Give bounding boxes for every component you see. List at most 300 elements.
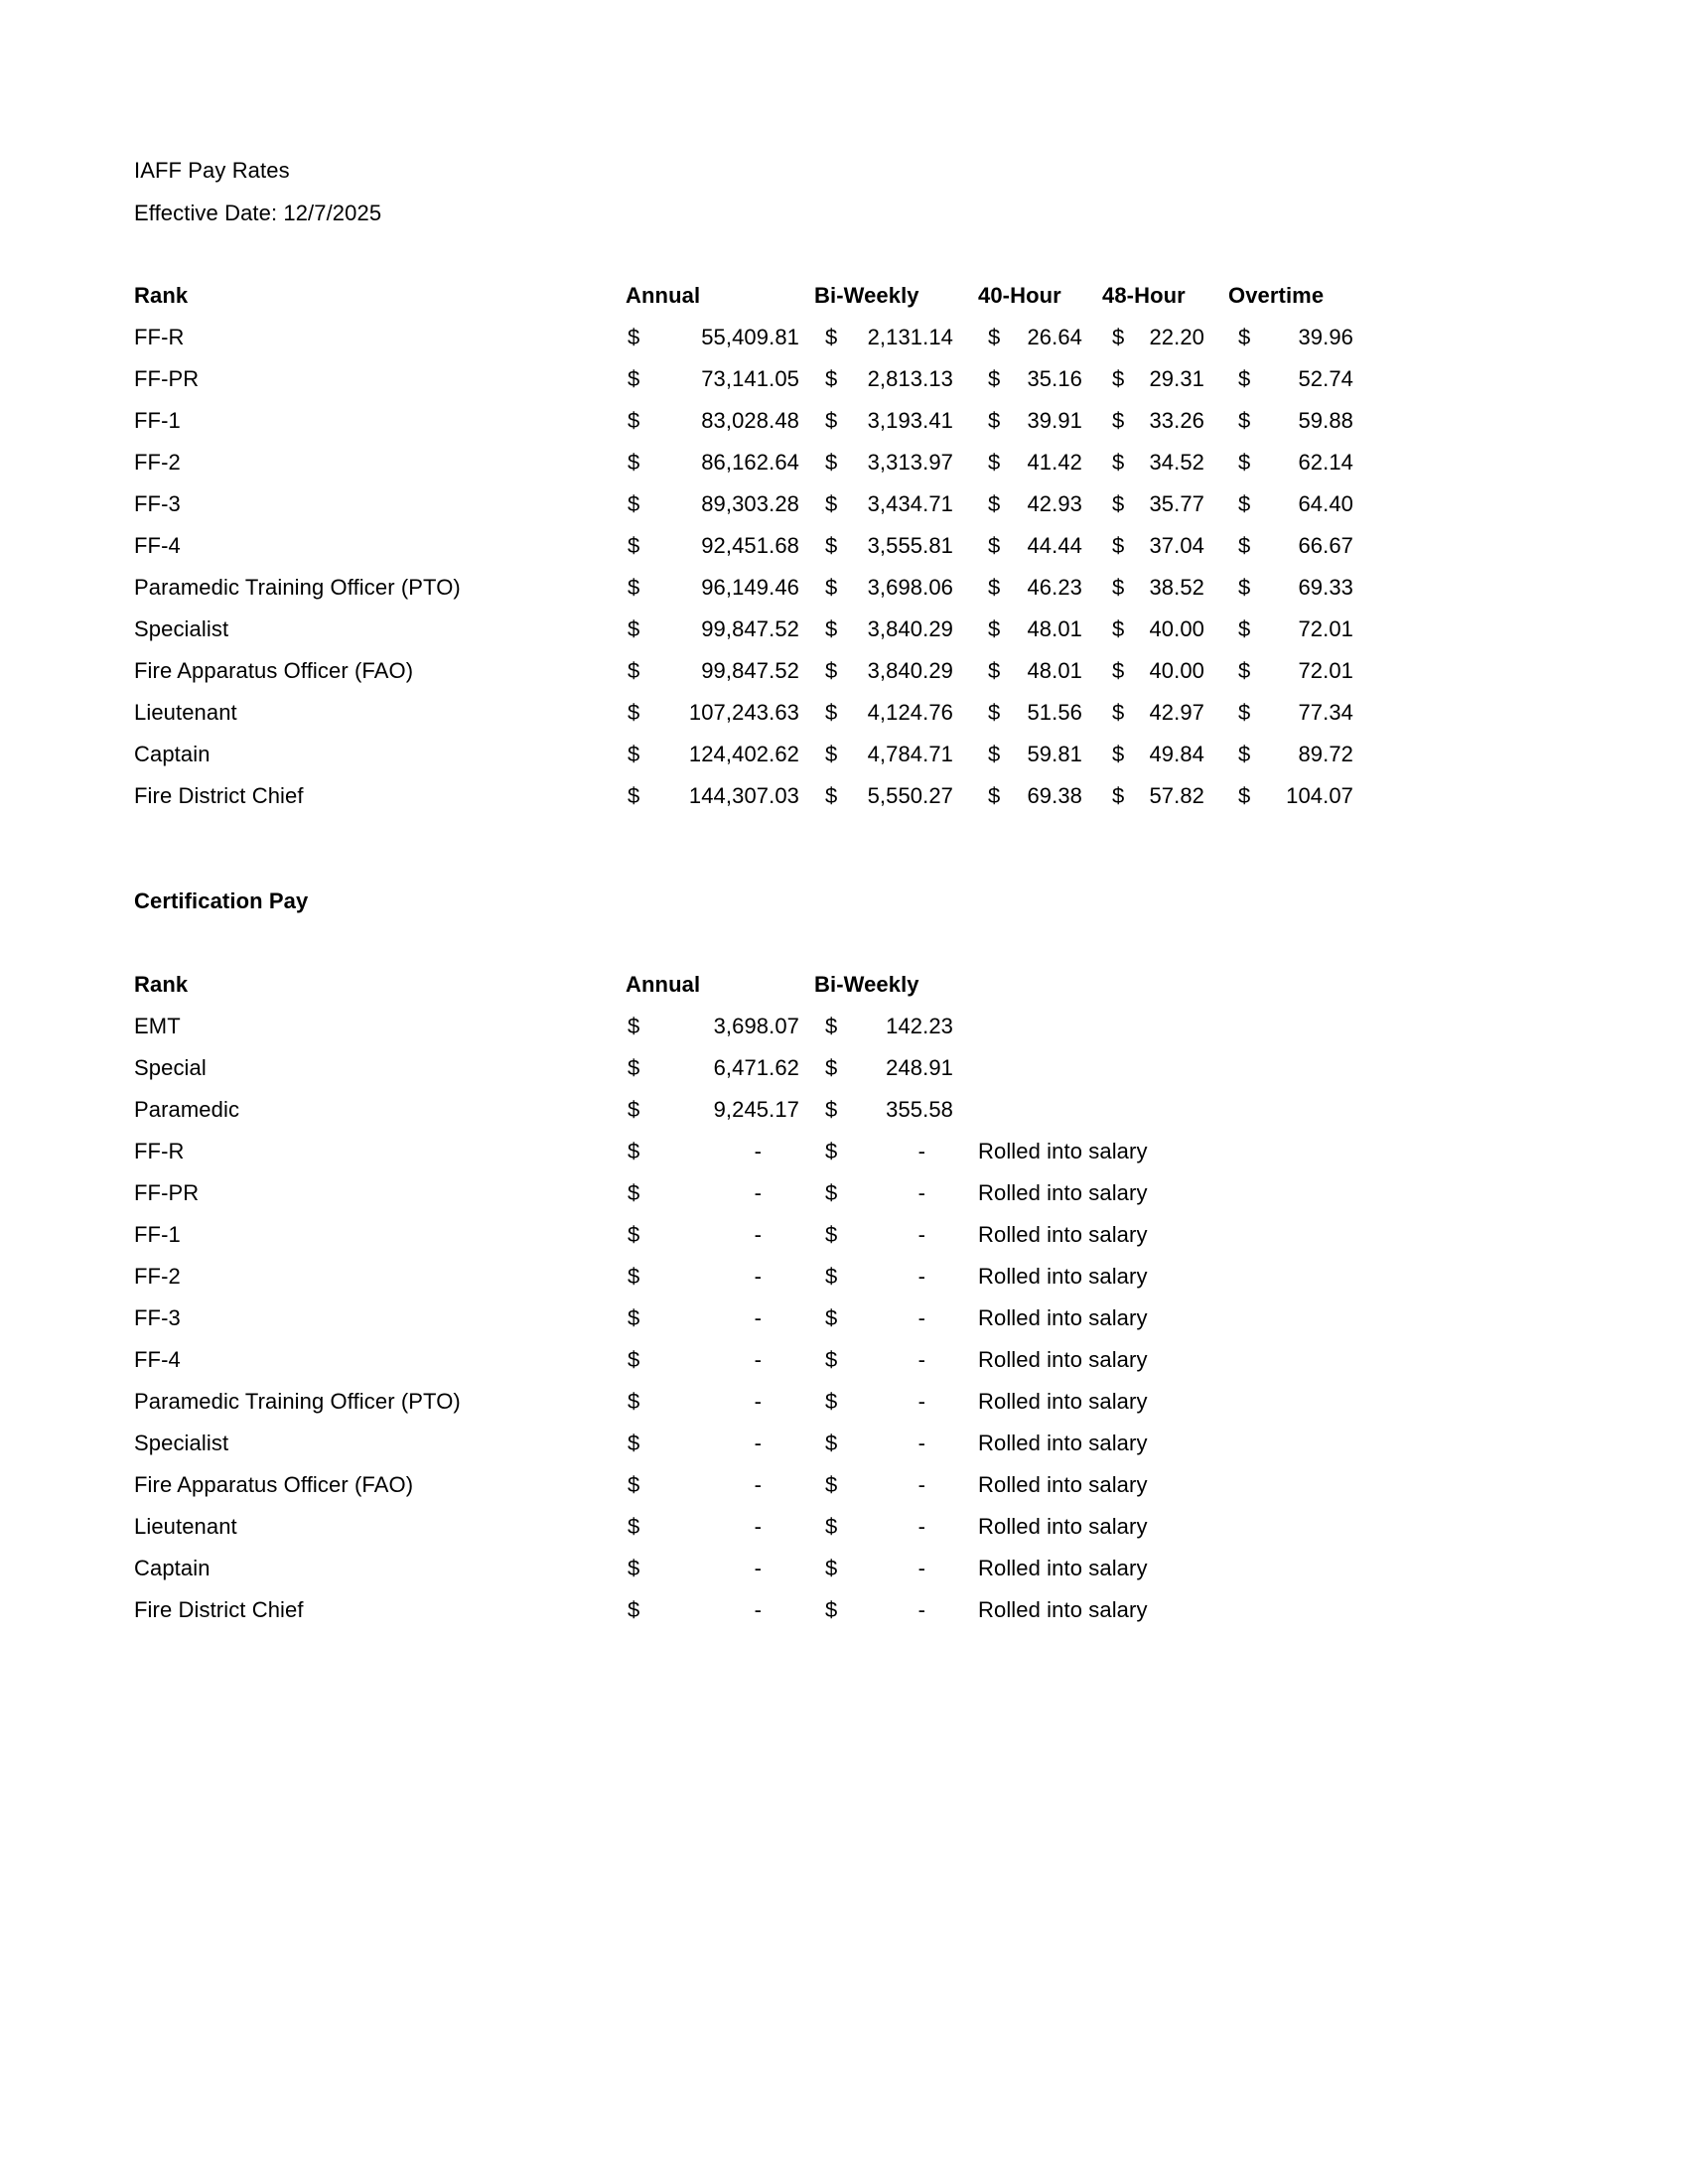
certification-table-row [134, 1339, 1306, 1381]
dollar-sign: $ [825, 1514, 838, 1539]
48-hour-value: 57.82 [1149, 783, 1204, 808]
48-hour-cell [1102, 358, 1228, 400]
annual-value: 55,409.81 [701, 325, 799, 349]
certification-table-row [134, 1506, 1306, 1548]
biweekly-value: 4,124.76 [867, 700, 953, 725]
dollar-sign: $ [628, 658, 640, 683]
annual-value: 73,141.05 [701, 366, 799, 391]
40-hour-cell [978, 525, 1102, 567]
annual-cell [626, 317, 814, 358]
note-cell: Rolled into salary [978, 1597, 1148, 1622]
biweekly-cell [814, 1256, 978, 1297]
certification-table-row [134, 1006, 1306, 1047]
overtime-value: 62.14 [1298, 450, 1353, 475]
40-hour-cell [978, 358, 1102, 400]
certification-table-header-row [134, 964, 1306, 1006]
pay-table-body [134, 317, 1360, 817]
overtime-value: 89.72 [1298, 742, 1353, 766]
annual-cell [626, 567, 814, 609]
certification-table-row [134, 1464, 1306, 1506]
document-header [134, 149, 381, 234]
rank-cell: FF-4 [134, 1347, 181, 1372]
48-hour-cell [1102, 609, 1228, 650]
overtime-value: 77.34 [1298, 700, 1353, 725]
dollar-sign: $ [825, 742, 838, 766]
40-hour-value: 42.93 [1027, 491, 1082, 516]
biweekly-cell [814, 734, 978, 775]
pay-table-row [134, 775, 1360, 817]
biweekly-cell [814, 692, 978, 734]
note-cell: Rolled into salary [978, 1431, 1148, 1455]
rank-cell: Fire District Chief [134, 1597, 304, 1622]
dollar-sign: $ [628, 1305, 640, 1330]
dollar-sign: $ [1112, 575, 1125, 600]
annual-value: - [754, 1597, 762, 1622]
overtime-cell [1228, 317, 1360, 358]
rank-cell: FF-R [134, 1139, 185, 1163]
header-annual: Annual [626, 972, 701, 997]
pay-table-row [134, 317, 1360, 358]
biweekly-cell [814, 1131, 978, 1172]
annual-value: 86,162.64 [701, 450, 799, 475]
overtime-value: 64.40 [1298, 491, 1353, 516]
header-rank: Rank [134, 972, 189, 997]
48-hour-cell [1102, 525, 1228, 567]
48-hour-value: 49.84 [1149, 742, 1204, 766]
certification-table-row [134, 1297, 1306, 1339]
note-cell: Rolled into salary [978, 1514, 1148, 1539]
dollar-sign: $ [825, 1055, 838, 1080]
dollar-sign: $ [988, 450, 1001, 475]
48-hour-value: 40.00 [1149, 616, 1204, 641]
dollar-sign: $ [825, 1431, 838, 1455]
biweekly-value: 4,784.71 [867, 742, 953, 766]
annual-value: 144,307.03 [688, 783, 799, 808]
biweekly-value: 3,555.81 [867, 533, 953, 558]
overtime-value: 66.67 [1298, 533, 1353, 558]
certification-pay-table [134, 964, 1306, 1631]
rank-cell: Fire Apparatus Officer (FAO) [134, 1472, 414, 1497]
40-hour-cell [978, 775, 1102, 817]
48-hour-cell [1102, 775, 1228, 817]
biweekly-value: - [917, 1264, 925, 1289]
48-hour-cell [1102, 567, 1228, 609]
biweekly-cell [814, 400, 978, 442]
40-hour-value: 44.44 [1027, 533, 1082, 558]
annual-cell [626, 358, 814, 400]
annual-value: 83,028.48 [701, 408, 799, 433]
overtime-cell [1228, 567, 1360, 609]
overtime-cell [1228, 442, 1360, 483]
annual-cell [626, 609, 814, 650]
biweekly-value: 3,313.97 [867, 450, 953, 475]
header-biweekly: Bi-Weekly [814, 283, 919, 308]
biweekly-value: 2,813.13 [867, 366, 953, 391]
dollar-sign: $ [628, 1139, 640, 1163]
dollar-sign: $ [825, 1556, 838, 1580]
annual-cell [626, 400, 814, 442]
dollar-sign: $ [988, 700, 1001, 725]
dollar-sign: $ [1238, 325, 1251, 349]
dollar-sign: $ [628, 1556, 640, 1580]
48-hour-value: 38.52 [1149, 575, 1204, 600]
rank-cell: Paramedic [134, 1097, 240, 1122]
dollar-sign: $ [628, 1014, 640, 1038]
40-hour-cell [978, 567, 1102, 609]
dollar-sign: $ [988, 366, 1001, 391]
annual-value: 96,149.46 [701, 575, 799, 600]
annual-value: 9,245.17 [713, 1097, 799, 1122]
annual-cell [626, 1339, 814, 1381]
dollar-sign: $ [825, 408, 838, 433]
dollar-sign: $ [1112, 616, 1125, 641]
dollar-sign: $ [628, 1347, 640, 1372]
biweekly-value: 3,840.29 [867, 616, 953, 641]
40-hour-value: 48.01 [1027, 616, 1082, 641]
annual-value: - [754, 1431, 762, 1455]
header-annual: Annual [626, 283, 701, 308]
rank-cell: Lieutenant [134, 1514, 237, 1539]
40-hour-value: 41.42 [1027, 450, 1082, 475]
48-hour-value: 29.31 [1149, 366, 1204, 391]
rank-cell: FF-3 [134, 491, 181, 516]
dollar-sign: $ [825, 616, 838, 641]
certification-table-row [134, 1256, 1306, 1297]
dollar-sign: $ [628, 783, 640, 808]
annual-value: - [754, 1556, 762, 1580]
pay-table-row [134, 483, 1360, 525]
annual-cell [626, 1047, 814, 1089]
page-title: IAFF Pay Rates [134, 158, 290, 183]
biweekly-value: 3,434.71 [867, 491, 953, 516]
overtime-cell [1228, 400, 1360, 442]
biweekly-cell [814, 650, 978, 692]
dollar-sign: $ [1112, 533, 1125, 558]
biweekly-value: - [917, 1305, 925, 1330]
pay-table-row [134, 692, 1360, 734]
annual-value: 99,847.52 [701, 658, 799, 683]
dollar-sign: $ [988, 533, 1001, 558]
certification-table-row [134, 1172, 1306, 1214]
dollar-sign: $ [628, 616, 640, 641]
40-hour-value: 69.38 [1027, 783, 1082, 808]
dollar-sign: $ [1112, 700, 1125, 725]
biweekly-cell [814, 1464, 978, 1506]
rank-cell: FF-R [134, 325, 185, 349]
pay-table-row [134, 358, 1360, 400]
rank-cell: FF-1 [134, 408, 181, 433]
dollar-sign: $ [825, 450, 838, 475]
biweekly-value: - [917, 1222, 925, 1247]
dollar-sign: $ [628, 325, 640, 349]
dollar-sign: $ [1238, 408, 1251, 433]
biweekly-value: - [917, 1597, 925, 1622]
biweekly-value: 142.23 [886, 1014, 953, 1038]
48-hour-cell [1102, 734, 1228, 775]
pay-table-row [134, 525, 1360, 567]
biweekly-value: 5,550.27 [867, 783, 953, 808]
dollar-sign: $ [1238, 700, 1251, 725]
dollar-sign: $ [825, 366, 838, 391]
40-hour-value: 51.56 [1027, 700, 1082, 725]
rank-cell: FF-2 [134, 450, 181, 475]
rank-cell: FF-2 [134, 1264, 181, 1289]
dollar-sign: $ [1238, 658, 1251, 683]
header-rank: Rank [134, 283, 189, 308]
48-hour-value: 37.04 [1149, 533, 1204, 558]
pay-table-row [134, 650, 1360, 692]
overtime-cell [1228, 483, 1360, 525]
48-hour-cell [1102, 400, 1228, 442]
48-hour-value: 33.26 [1149, 408, 1204, 433]
rank-cell: FF-4 [134, 533, 181, 558]
header-overtime: Overtime [1228, 283, 1325, 308]
dollar-sign: $ [988, 408, 1001, 433]
biweekly-value: - [917, 1389, 925, 1414]
dollar-sign: $ [1238, 533, 1251, 558]
48-hour-value: 42.97 [1149, 700, 1204, 725]
dollar-sign: $ [1112, 783, 1125, 808]
dollar-sign: $ [628, 1097, 640, 1122]
annual-cell [626, 1089, 814, 1131]
annual-cell [626, 1589, 814, 1631]
48-hour-cell [1102, 317, 1228, 358]
dollar-sign: $ [628, 1180, 640, 1205]
rank-cell: Specialist [134, 616, 229, 641]
biweekly-cell [814, 317, 978, 358]
certification-table-row [134, 1381, 1306, 1423]
annual-value: - [754, 1472, 762, 1497]
biweekly-cell [814, 1214, 978, 1256]
40-hour-cell [978, 650, 1102, 692]
annual-value: 124,402.62 [688, 742, 799, 766]
annual-cell [626, 650, 814, 692]
48-hour-value: 35.77 [1149, 491, 1204, 516]
dollar-sign: $ [628, 742, 640, 766]
overtime-cell [1228, 775, 1360, 817]
dollar-sign: $ [825, 1305, 838, 1330]
biweekly-value: - [917, 1472, 925, 1497]
certification-table-body [134, 1006, 1306, 1631]
annual-cell [626, 692, 814, 734]
40-hour-value: 26.64 [1027, 325, 1082, 349]
pay-table-header-row [134, 275, 1360, 317]
annual-cell [626, 1297, 814, 1339]
dollar-sign: $ [988, 616, 1001, 641]
overtime-cell [1228, 650, 1360, 692]
pay-table-row [134, 400, 1360, 442]
biweekly-cell [814, 1172, 978, 1214]
annual-value: - [754, 1180, 762, 1205]
40-hour-cell [978, 442, 1102, 483]
dollar-sign: $ [628, 1389, 640, 1414]
note-cell: Rolled into salary [978, 1556, 1148, 1580]
biweekly-value: 3,193.41 [867, 408, 953, 433]
biweekly-cell [814, 1006, 978, 1047]
biweekly-cell [814, 358, 978, 400]
dollar-sign: $ [1112, 742, 1125, 766]
header-48-hour: 48-Hour [1102, 283, 1186, 308]
note-cell: Rolled into salary [978, 1347, 1148, 1372]
dollar-sign: $ [1238, 366, 1251, 391]
rank-cell: FF-1 [134, 1222, 181, 1247]
note-cell: Rolled into salary [978, 1222, 1148, 1247]
overtime-value: 59.88 [1298, 408, 1353, 433]
annual-cell [626, 483, 814, 525]
biweekly-cell [814, 1548, 978, 1589]
40-hour-value: 48.01 [1027, 658, 1082, 683]
annual-cell [626, 1131, 814, 1172]
note-cell: Rolled into salary [978, 1389, 1148, 1414]
biweekly-cell [814, 1047, 978, 1089]
certification-table-row [134, 1131, 1306, 1172]
annual-value: 6,471.62 [713, 1055, 799, 1080]
annual-value: - [754, 1139, 762, 1163]
biweekly-value: - [917, 1347, 925, 1372]
pay-table-row [134, 609, 1360, 650]
note-cell: Rolled into salary [978, 1472, 1148, 1497]
annual-cell [626, 525, 814, 567]
biweekly-value: 3,840.29 [867, 658, 953, 683]
rank-cell: Fire District Chief [134, 783, 304, 808]
rank-cell: Specialist [134, 1431, 229, 1455]
48-hour-value: 22.20 [1149, 325, 1204, 349]
annual-cell [626, 1006, 814, 1047]
dollar-sign: $ [825, 325, 838, 349]
overtime-cell [1228, 609, 1360, 650]
annual-value: - [754, 1514, 762, 1539]
annual-value: - [754, 1305, 762, 1330]
dollar-sign: $ [825, 1097, 838, 1122]
annual-value: - [754, 1347, 762, 1372]
pay-table-row [134, 567, 1360, 609]
dollar-sign: $ [825, 783, 838, 808]
certification-table-row [134, 1423, 1306, 1464]
dollar-sign: $ [825, 1264, 838, 1289]
40-hour-value: 39.91 [1027, 408, 1082, 433]
rank-cell: Captain [134, 742, 211, 766]
biweekly-cell [814, 1423, 978, 1464]
dollar-sign: $ [628, 450, 640, 475]
dollar-sign: $ [628, 1431, 640, 1455]
rank-cell: Lieutenant [134, 700, 237, 725]
rank-cell: Paramedic Training Officer (PTO) [134, 1389, 461, 1414]
dollar-sign: $ [1112, 408, 1125, 433]
header-biweekly: Bi-Weekly [814, 972, 919, 997]
overtime-value: 69.33 [1298, 575, 1353, 600]
40-hour-value: 59.81 [1027, 742, 1082, 766]
dollar-sign: $ [825, 491, 838, 516]
note-cell: Rolled into salary [978, 1305, 1148, 1330]
annual-value: 92,451.68 [701, 533, 799, 558]
overtime-cell [1228, 734, 1360, 775]
annual-value: 89,303.28 [701, 491, 799, 516]
rank-cell: FF-3 [134, 1305, 181, 1330]
biweekly-value: 3,698.06 [867, 575, 953, 600]
note-cell: Rolled into salary [978, 1264, 1148, 1289]
dollar-sign: $ [988, 742, 1001, 766]
48-hour-cell [1102, 483, 1228, 525]
dollar-sign: $ [1112, 658, 1125, 683]
40-hour-cell [978, 692, 1102, 734]
pay-rates-table [134, 275, 1360, 817]
biweekly-value: 248.91 [886, 1055, 953, 1080]
48-hour-cell [1102, 692, 1228, 734]
biweekly-cell [814, 1089, 978, 1131]
dollar-sign: $ [628, 1514, 640, 1539]
biweekly-cell [814, 1339, 978, 1381]
overtime-value: 104.07 [1286, 783, 1353, 808]
annual-cell [626, 1172, 814, 1214]
biweekly-cell [814, 775, 978, 817]
dollar-sign: $ [825, 1347, 838, 1372]
dollar-sign: $ [988, 783, 1001, 808]
annual-cell [626, 442, 814, 483]
annual-cell [626, 1214, 814, 1256]
dollar-sign: $ [1238, 616, 1251, 641]
40-hour-cell [978, 609, 1102, 650]
dollar-sign: $ [825, 1180, 838, 1205]
overtime-cell [1228, 358, 1360, 400]
dollar-sign: $ [628, 408, 640, 433]
annual-cell [626, 1506, 814, 1548]
biweekly-value: - [917, 1556, 925, 1580]
dollar-sign: $ [628, 1472, 640, 1497]
dollar-sign: $ [628, 491, 640, 516]
annual-cell [626, 1423, 814, 1464]
certification-table-row [134, 1548, 1306, 1589]
dollar-sign: $ [825, 1139, 838, 1163]
dollar-sign: $ [825, 1389, 838, 1414]
rank-cell: FF-PR [134, 366, 200, 391]
48-hour-cell [1102, 650, 1228, 692]
rank-cell: Paramedic Training Officer (PTO) [134, 575, 461, 600]
dollar-sign: $ [825, 658, 838, 683]
dollar-sign: $ [628, 1222, 640, 1247]
40-hour-value: 35.16 [1027, 366, 1082, 391]
rank-cell: Fire Apparatus Officer (FAO) [134, 658, 414, 683]
dollar-sign: $ [1112, 366, 1125, 391]
dollar-sign: $ [988, 325, 1001, 349]
overtime-value: 72.01 [1298, 658, 1353, 683]
biweekly-value: - [917, 1514, 925, 1539]
dollar-sign: $ [628, 1597, 640, 1622]
overtime-cell [1228, 525, 1360, 567]
dollar-sign: $ [988, 658, 1001, 683]
dollar-sign: $ [628, 366, 640, 391]
certification-table-row [134, 1047, 1306, 1089]
overtime-value: 52.74 [1298, 366, 1353, 391]
dollar-sign: $ [825, 1014, 838, 1038]
biweekly-value: - [917, 1139, 925, 1163]
40-hour-value: 46.23 [1027, 575, 1082, 600]
biweekly-value: - [917, 1180, 925, 1205]
biweekly-cell [814, 442, 978, 483]
dollar-sign: $ [628, 700, 640, 725]
40-hour-cell [978, 483, 1102, 525]
annual-cell [626, 734, 814, 775]
biweekly-cell [814, 483, 978, 525]
dollar-sign: $ [825, 533, 838, 558]
dollar-sign: $ [628, 1264, 640, 1289]
dollar-sign: $ [1112, 491, 1125, 516]
40-hour-cell [978, 317, 1102, 358]
rank-cell: Special [134, 1055, 207, 1080]
biweekly-cell [814, 1506, 978, 1548]
biweekly-cell [814, 1297, 978, 1339]
annual-value: - [754, 1222, 762, 1247]
48-hour-value: 40.00 [1149, 658, 1204, 683]
